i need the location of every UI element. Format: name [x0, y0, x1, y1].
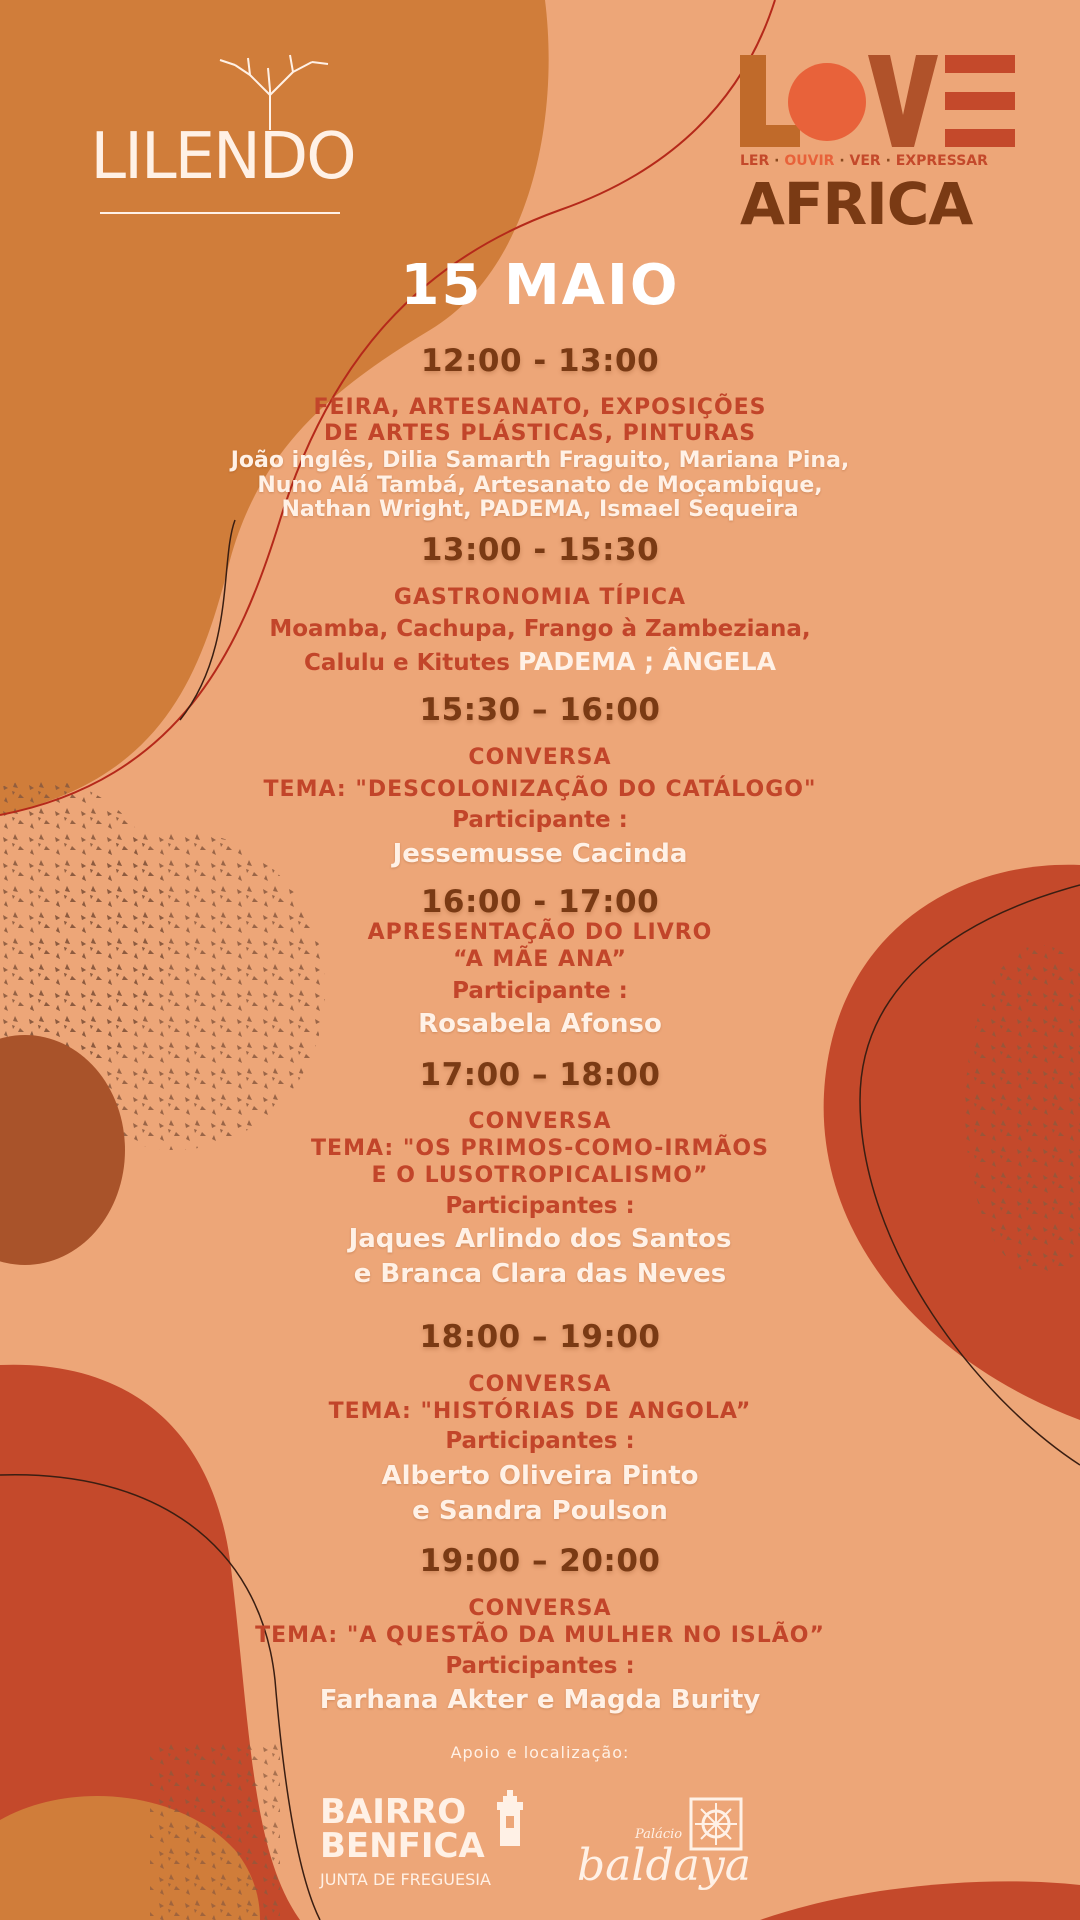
slot-6-names-line-2: e Sandra Poulson — [412, 1496, 668, 1526]
slot-6-title-line-2: TEMA: "HISTÓRIAS DE ANGOLA” — [328, 1399, 752, 1424]
support-label: Apoio e localização: — [450, 1743, 630, 1762]
slot-1-title-line-2: DE ARTES PLÁSTICAS, PINTURAS — [323, 421, 757, 446]
slot-5-title-line-1: CONVERSA — [468, 1109, 612, 1134]
rust-blob-bottom-right — [760, 1881, 1080, 1920]
slot-4-names: Rosabela Afonso — [418, 1009, 662, 1039]
tagline-ler: LER — [740, 153, 770, 169]
event-date: 15 MAIO — [400, 253, 680, 318]
slot-3-title-line-2: TEMA: "DESCOLONIZAÇÃO DO CATÁLOGO" — [263, 777, 817, 802]
love-africa-logo — [740, 55, 1020, 238]
slot-5-time: 17:00 – 18:00 — [419, 1057, 661, 1093]
lilendo-logo — [90, 50, 355, 220]
benfica-line-2: BENFICA — [320, 1826, 485, 1866]
baldaya-small: Palácio — [635, 1827, 683, 1842]
love-letter-v — [868, 55, 938, 147]
slot-7-names: Farhana Akter e Magda Burity — [319, 1685, 761, 1715]
benfica-line-1: BAIRRO — [320, 1792, 467, 1832]
slot-5-title-line-2: TEMA: "OS PRIMOS-COMO-IRMÃOS — [311, 1136, 769, 1161]
slot-2-dishes-text: Calulu e Kitutes — [304, 650, 510, 676]
love-tagline: LER · OUVIR · VER · EXPRESSAR — [740, 153, 988, 169]
slot-1-names-line-1: João inglês, Dilia Samarth Fraguito, Mariana Pina, — [230, 448, 850, 473]
love-letter-e — [945, 55, 1015, 147]
love-letter-o — [788, 63, 866, 141]
slot-3-title-line-1: CONVERSA — [468, 745, 612, 770]
bairro-benfica-logo — [320, 1790, 530, 1900]
slot-2-time: 13:00 - 15:30 — [420, 532, 660, 568]
slot-7-participants-label: Participantes : — [445, 1653, 635, 1679]
slot-7-time: 19:00 – 20:00 — [419, 1543, 661, 1579]
tagline-ouvir: OUVIR — [784, 153, 835, 169]
benfica-line-3: JUNTA DE FREGUESIA — [320, 1870, 491, 1889]
slot-4-participants-label: Participante : — [452, 978, 628, 1004]
palacio-baldaya-logo — [575, 1795, 755, 1895]
tower-icon — [495, 1790, 525, 1846]
slot-6-time: 18:00 – 19:00 — [419, 1319, 661, 1355]
slot-3-time: 15:30 – 16:00 — [419, 692, 661, 728]
slot-7-title-line-1: CONVERSA — [468, 1596, 612, 1621]
slot-1-time: 12:00 - 13:00 — [420, 343, 660, 379]
love-wordmark — [740, 55, 1020, 150]
slot-5-title-line-3: E O LUSOTROPICALISMO” — [371, 1163, 709, 1188]
slot-2-dishes-line-1: Moamba, Cachupa, Frango à Zambeziana, — [269, 616, 811, 642]
slot-2-dishes-line-2 — [0, 645, 1080, 680]
slot-6-names-line-1: Alberto Oliveira Pinto — [381, 1461, 699, 1491]
lilendo-underline — [100, 212, 340, 214]
slot-6-title-line-1: CONVERSA — [468, 1372, 612, 1397]
baldaya-name: baldaya — [577, 1840, 751, 1891]
lilendo-wordmark: LILENDO — [90, 120, 355, 194]
love-text — [740, 55, 743, 56]
tree-icon — [90, 50, 355, 130]
slot-4-time: 16:00 - 17:00 — [420, 884, 660, 920]
tagline-expressar: EXPRESSAR — [895, 153, 988, 169]
slot-1-names-line-2: Nuno Alá Tambá, Artesanato de Moçambique, — [257, 473, 823, 498]
slot-3-participants-label: Participante : — [452, 807, 628, 833]
slot-3-names: Jessemusse Cacinda — [392, 839, 688, 869]
slot-4-title-line-2: “A MÃE ANA” — [453, 947, 627, 972]
slot-5-participants-label: Participantes : — [445, 1193, 635, 1219]
slot-1-names-line-3: Nathan Wright, PADEMA, Ismael Sequeira — [281, 497, 799, 522]
tagline-ver: VER — [849, 153, 881, 169]
slot-4-title-line-1: APRESENTAÇÃO DO LIVRO — [367, 920, 713, 945]
slot-7-title-line-2: TEMA: "A QUESTÃO DA MULHER NO ISLÃO” — [255, 1623, 825, 1648]
slot-2-vendors: PADEMA ; ÂNGELA — [517, 647, 776, 676]
slot-5-names-line-2: e Branca Clara das Neves — [353, 1259, 727, 1289]
slot-1-title-line-1: FEIRA, ARTESANATO, EXPOSIÇÕES — [313, 395, 767, 420]
slot-2-title: GASTRONOMIA TÍPICA — [393, 585, 687, 610]
slot-5-names-line-1: Jaques Arlindo dos Santos — [348, 1224, 732, 1254]
slot-6-participants-label: Participantes : — [445, 1428, 635, 1454]
love-letter-l-foot — [740, 125, 800, 147]
speckle-bottom-left — [150, 1740, 280, 1920]
africa-wordmark: AFRICA — [740, 170, 973, 238]
